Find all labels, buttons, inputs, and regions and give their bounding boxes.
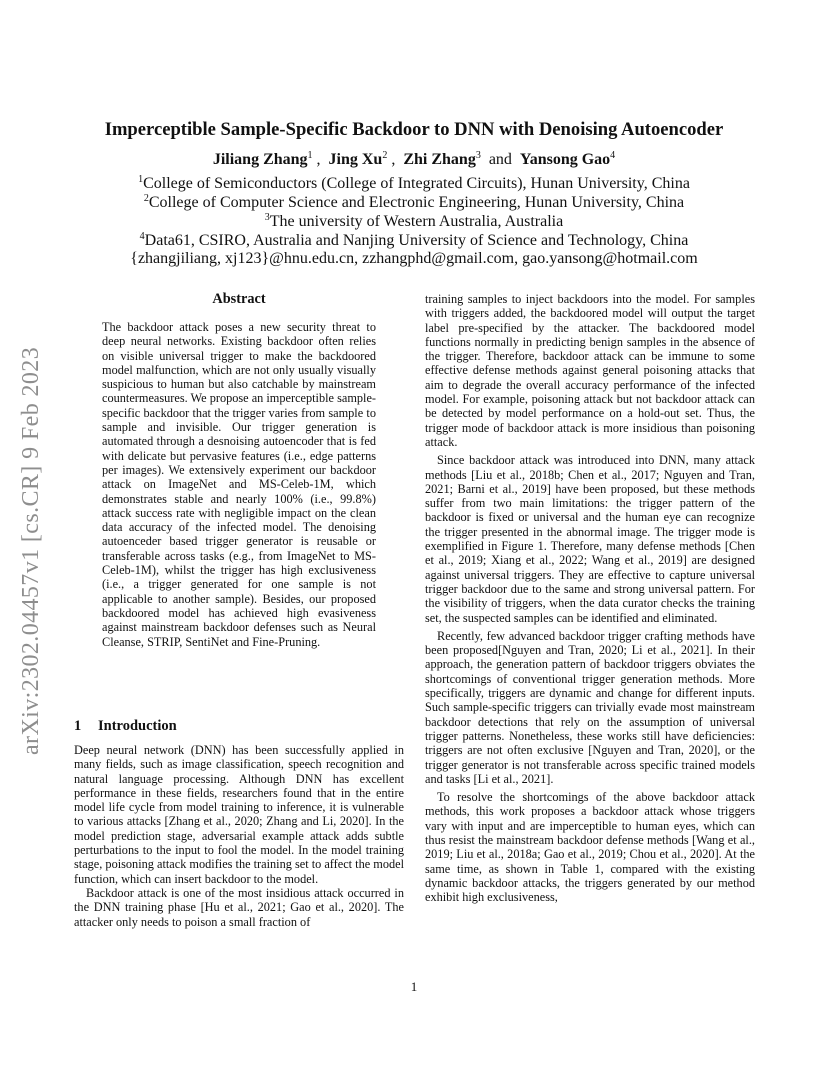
introduction-body (74, 743, 404, 929)
author-name: Jiliang Zhang (212, 151, 308, 168)
affiliation (0, 212, 828, 231)
affiliation-marker: 4 (139, 231, 145, 242)
author-affil-marker: 3 (475, 150, 481, 161)
author-list: Jiliang Zhang$^1$ , Jing Xu$^2$ , Zhi Zhang$^3$ and Yansong Gao$^4$ (212, 150, 616, 168)
affiliation (0, 231, 828, 250)
paragraph: Deep neural network (DNN) has been successfully applied in many fields, such as image classification, speech recognition and natural language processing. Although DNN has excellent performance in these fields, researchers found that in the entire model life cycle from model training to inference, it is vulnerable to various attacks [Zhang et al., 2020; Zhang and Li, 2020]. In the model prediction stage, adversarial example attack adds subtle perturbations to the input to fool the model. In the model training stage, poisoning attack modifies the training set to affect the model function, which can insert backdoor to the model. (74, 743, 404, 886)
paragraph: training samples to inject backdoors into the model. For samples with triggers added, the backdoored model will output the target label pre-specified by the attacker. The backdoored model functions normally in predicting benign samples in the absence of the trigger. Therefore, backdoor attack can be immune to some effective defense methods against general poisoning attacks that aim to degrade the overall accuracy performance of the infected model. For example, poisoning attack but not backdoor attack can be detected by model performance on a hold-out set. Thus, the trigger mode of backdoor attack is more insidious than poisoning attack. (425, 292, 755, 449)
affiliation (0, 193, 828, 212)
paragraph: Recently, few advanced backdoor trigger crafting methods have been proposed[Nguyen and Tran, 2020; Li et al., 2021]. In their approach, the generation pattern of backdoor triggers obviates the shortcomings of conventional trigger generation methods. More specifically, triggers are dynamic and change for different inputs. Such sample-specific triggers can trivially evade most mainstream backdoor detections that rely on the assumption of universal trigger patterns. Nonetheless, these works still have deficiencies: triggers are not often exclusive [Nguyen and Tran, 2020], or the trigger generator is not transferable across specific trained models and tasks [Li et al., 2021]. (425, 628, 755, 786)
author-conjunction: and (488, 151, 512, 168)
affiliation-marker: 2 (143, 193, 149, 204)
affiliation-marker: 3 (264, 212, 270, 223)
abstract-text: The backdoor attack poses a new security threat to deep neural networks. Existing backdoor often relies on visible universal trigger to make the backdoored model malfunction, which are not only usually visually suspicious to human but also catchable by mainstream countermeasures. We propose an imperceptible sample-specific backdoor that the trigger varies from sample to sample and invisible. Our trigger generation is automated through a desnoising autoencoder that is fed with delicate but pervasive features (i.e., edge patterns per images). We extensively experiment our backdoor attack on ImageNet and MS-Celeb-1M, which demonstrates stable and nearly 100% (i.e., 99.8%) attack success rate with negligible impact on the clean data accuracy of the infected model. The denoising autoenceder based trigger generator is reusable or transferable across tasks (e.g., from ImageNet to MS-Celeb-1M), whilst the trigger has high exclusiveness (i.e., a trigger generated for one sample is not applicable to another sample). Besides, our proposed backdoored model has achieved high evasiveness against mainstream backdoor defenses such as Neural Cleanse, STRIP, SentiNet and Fine-Pruning. (102, 320, 376, 649)
author-name: Zhi Zhang (403, 151, 476, 168)
paragraph: Since backdoor attack was introduced into DNN, many attack methods [Liu et al., 2018b; Chen et al., 2017; Nguyen and Tran, 2021; Barni et al., 2019] have been proposed, but these methods suffer from two main limitations: the trigger pattern of the backdoor is fixed or universal and the human eye can recognize the trigger presented in the abnormal image. The trigger mode is exemplified in Figure 1. Therefore, many defense methods [Chen et al., 2019; Xiang et al., 2022; Wang et al., 2019] are designed against universal triggers. They are effective to capture universal trigger backdoor due to the same and strong universal pattern. For the visibility of triggers, when the data curator checks the training set, the suspected samples can be identified and eliminated. (425, 453, 755, 625)
paragraph: To resolve the shortcomings of the above backdoor attack methods, this work proposes a backdoor attack whose triggers vary with input and are imperceptible to human eyes, which can thus resist the mainstream backdoor defense methods [Wang et al., 2019; Liu et al., 2018a; Gao et al., 2019; Chou et al., 2020]. At the same time, as shown in Table 1, compared with the existing dynamic backdoor attacks, the triggers generated by our method exhibit high exclusiveness, (425, 790, 755, 905)
abstract-body (102, 320, 376, 649)
affiliation-marker: 1 (138, 174, 144, 185)
arxiv-identifier: arXiv:2302.04457v1 [cs.CR] 9 Feb 2023 (18, 346, 44, 755)
author-affil-marker: 1 (307, 150, 313, 161)
author-name: Yansong Gao (519, 151, 611, 168)
affiliation-text: The university of Western Australia, Australia (269, 213, 564, 230)
affiliation-text: Data61, CSIRO, Australia and Nanjing University of Science and Technology, China (144, 232, 689, 249)
section-heading (74, 718, 177, 735)
paragraph: Backdoor attack is one of the most insidious attack occurred in the DNN training phase [Hu et al., 2021; Gao et al., 2020]. The attacker only needs to poison a small fraction of (74, 885, 404, 929)
right-column (425, 292, 755, 904)
author-affil-marker: 4 (610, 150, 616, 161)
section-title: Introduction (98, 718, 177, 734)
page-number: 1 (410, 979, 418, 994)
affiliation (0, 174, 828, 193)
paper-title: Imperceptible Sample-Specific Backdoor to DNN with Denoising Autoencoder (104, 119, 724, 140)
affiliation-text: College of Semiconductors (College of Integrated Circuits), Hunan University, China (143, 175, 690, 192)
author-emails: {zhangjiliang, xj123}@hnu.edu.cn, zzhangphd@gmail.com, gao.yansong@hotmail.com (130, 250, 698, 267)
affiliation-text: College of Computer Science and Electronic Engineering, Hunan University, China (148, 194, 685, 211)
section-number: 1 (74, 718, 82, 734)
abstract-heading: Abstract (212, 291, 266, 307)
author-name: Jing Xu (328, 151, 383, 168)
author-affil-marker: 2 (382, 150, 388, 161)
